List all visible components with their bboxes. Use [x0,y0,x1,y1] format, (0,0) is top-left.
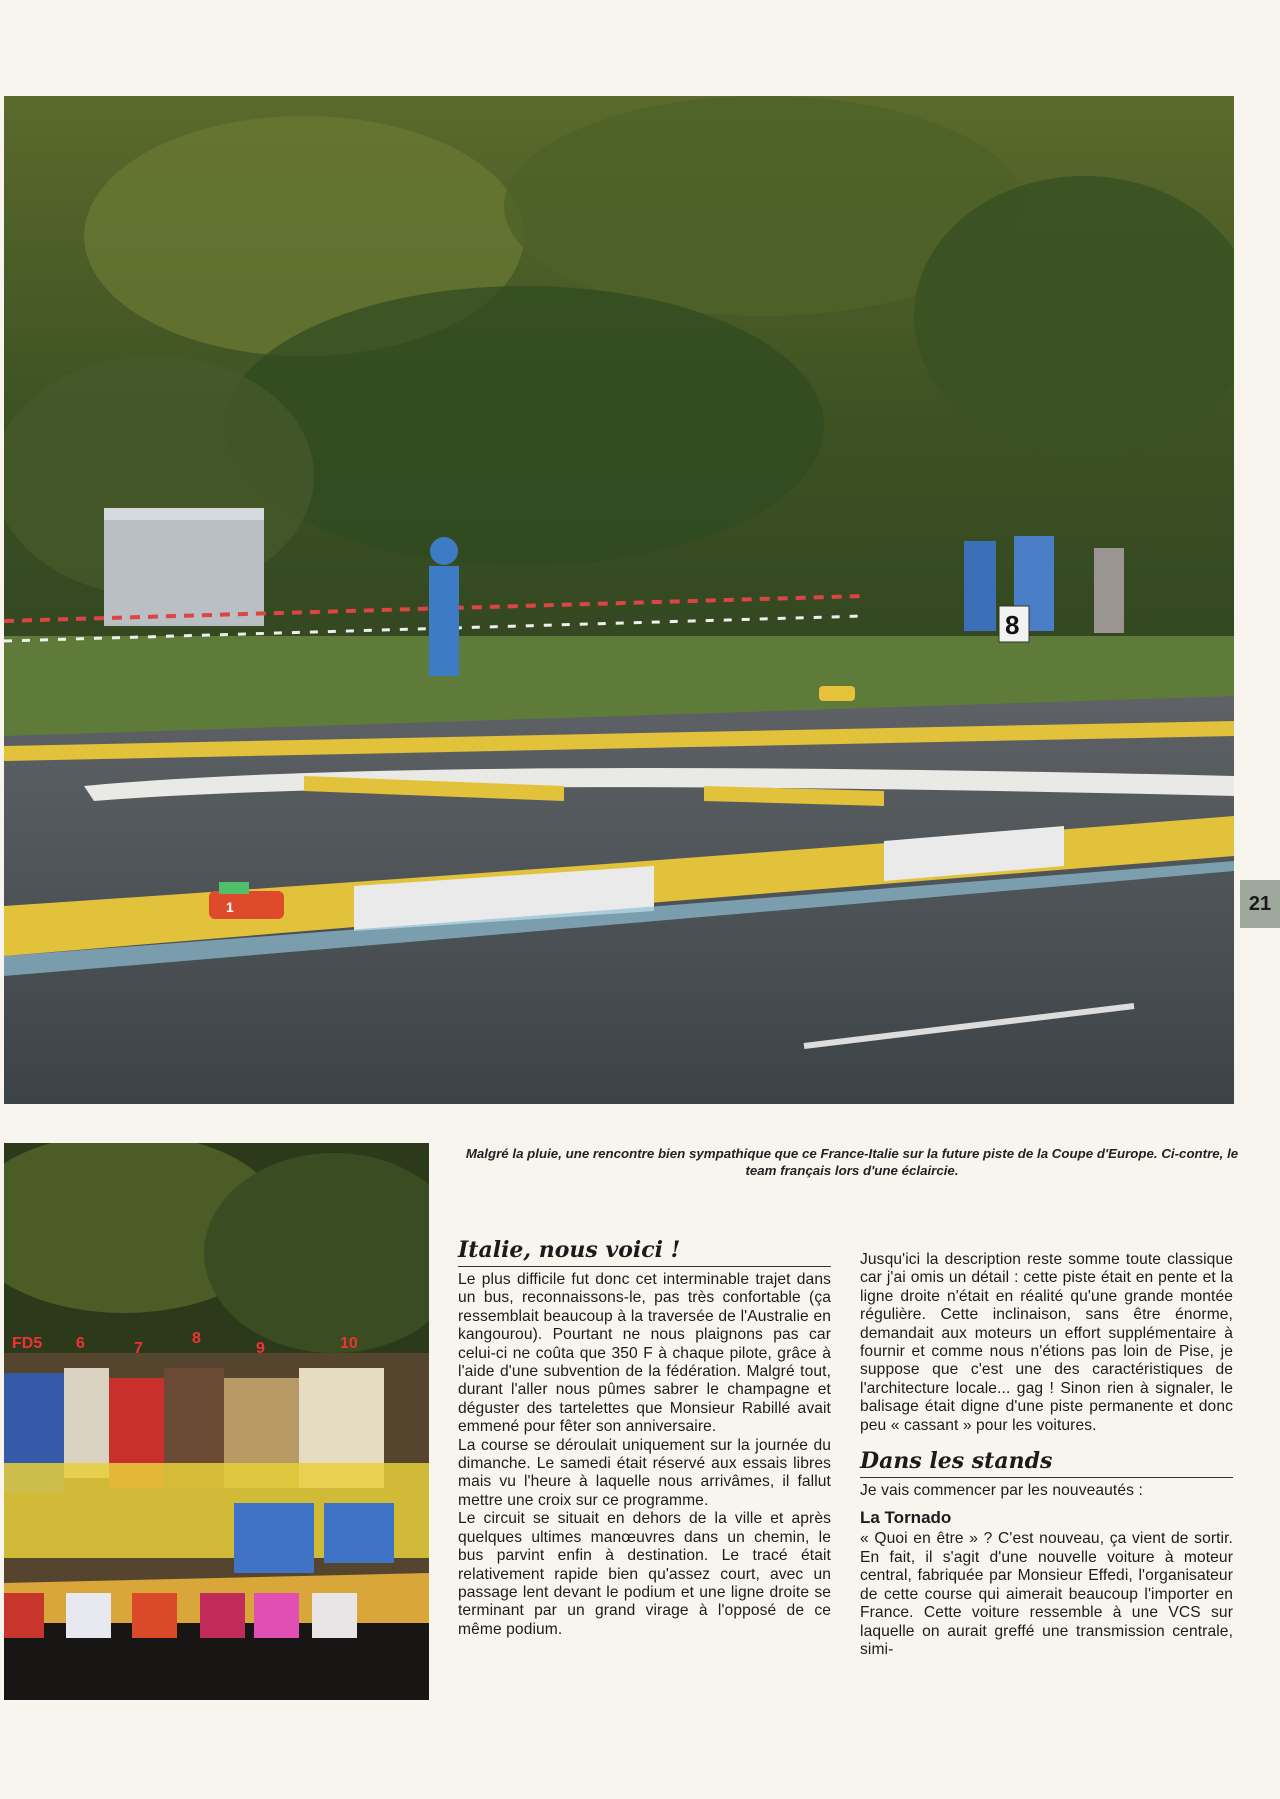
paragraph: Le circuit se situait en dehors de la ville et après quelques ultimes manœuvres dans un chemin, le bus parvint enfin à destination. Le tracé était relativement rapide bien qu'assez court, avec un passage lent devant le podium et une ligne droite se terminant par un grand virage à l'opposé de ce même podium. [458,1510,831,1638]
team-illustration [4,1143,429,1700]
photo-caption: Malgré la pluie, une rencontre bien sympathique que ce France-Italie sur la future piste de la Coupe d'Europe. Ci-contre, le team français lors d'une éclaircie. [465,1146,1239,1178]
paragraph: Je vais commencer par les nouveautés : [860,1482,1143,1500]
article-column-right [860,1251,1233,1659]
bib-7: 7 [134,1340,143,1357]
team-photo [4,1143,429,1700]
bib-8: 8 [192,1330,201,1347]
race-track-illustration [4,96,1234,1104]
section-heading-italie: Italie, nous voici ! [458,1236,831,1267]
section-heading-stands: Dans les stands [860,1447,1233,1478]
bib-10: 10 [340,1335,358,1352]
article-column-left [458,1236,831,1639]
bib-9: 9 [256,1340,265,1357]
race-track-photo [4,96,1234,1104]
paragraph: « Quoi en être » ? C'est nouveau, ça vient de sortir. En fait, il s'agit d'une nouvelle voiture à moteur central, fabriquée par Monsieur Effedi, l'organisateur de cette course qui aimerait beaucoup l'importer en France. Cette voiture ressemble à une VCS sur laquelle on aurait greffé une transmission centrale, simi- [860,1530,1233,1658]
bib-fd5: FD5 [12,1335,43,1352]
paragraph: Jusqu'ici la description reste somme toute classique car j'ai omis un détail : cette piste était en pente et la ligne droite n'était en réalité qu'une grande montée régulière. Cette inclinaison, sans être énorme, demandait aux moteurs un effort supplémentaire à fournir et comme nous n'étions pas loin de Pise, je suppose que c'est une des caractéristiques de l'architecture locale... gag ! Sinon rien à signaler, le balisage était digne d'une piste permanente et donc peu « cassant » pour les voitures. [860,1251,1233,1434]
page-number: 21 [1240,880,1280,928]
bib-6: 6 [76,1335,85,1352]
sign-number: 8 [1005,610,1020,640]
subheading-tornado: La Tornado [860,1508,952,1528]
car-number: 1 [226,899,234,915]
paragraph: Le plus difficile fut donc cet interminable trajet dans un bus, reconnaissons-le, pas très confortable (ça ressemblait beaucoup à la traversée de l'Australie en kangourou). Pourtant ne nous plaignons pas car celui-ci ne coûta que 350 F à chaque pilote, grâce à l'aide d'une subvention de la fédération. Malgré tout, durant l'aller nous pûmes sabrer le champagne et déguster des tartelettes que Monsieur Rabillé avait emmené pour fêter son anniversaire. [458,1271,831,1436]
paragraph: La course se déroulait uniquement sur la journée du dimanche. Le samedi était réservé aux essais libres mais vu l'heure à laquelle nous arrivâmes, il fallut mettre une croix sur ce programme. [458,1436,831,1509]
